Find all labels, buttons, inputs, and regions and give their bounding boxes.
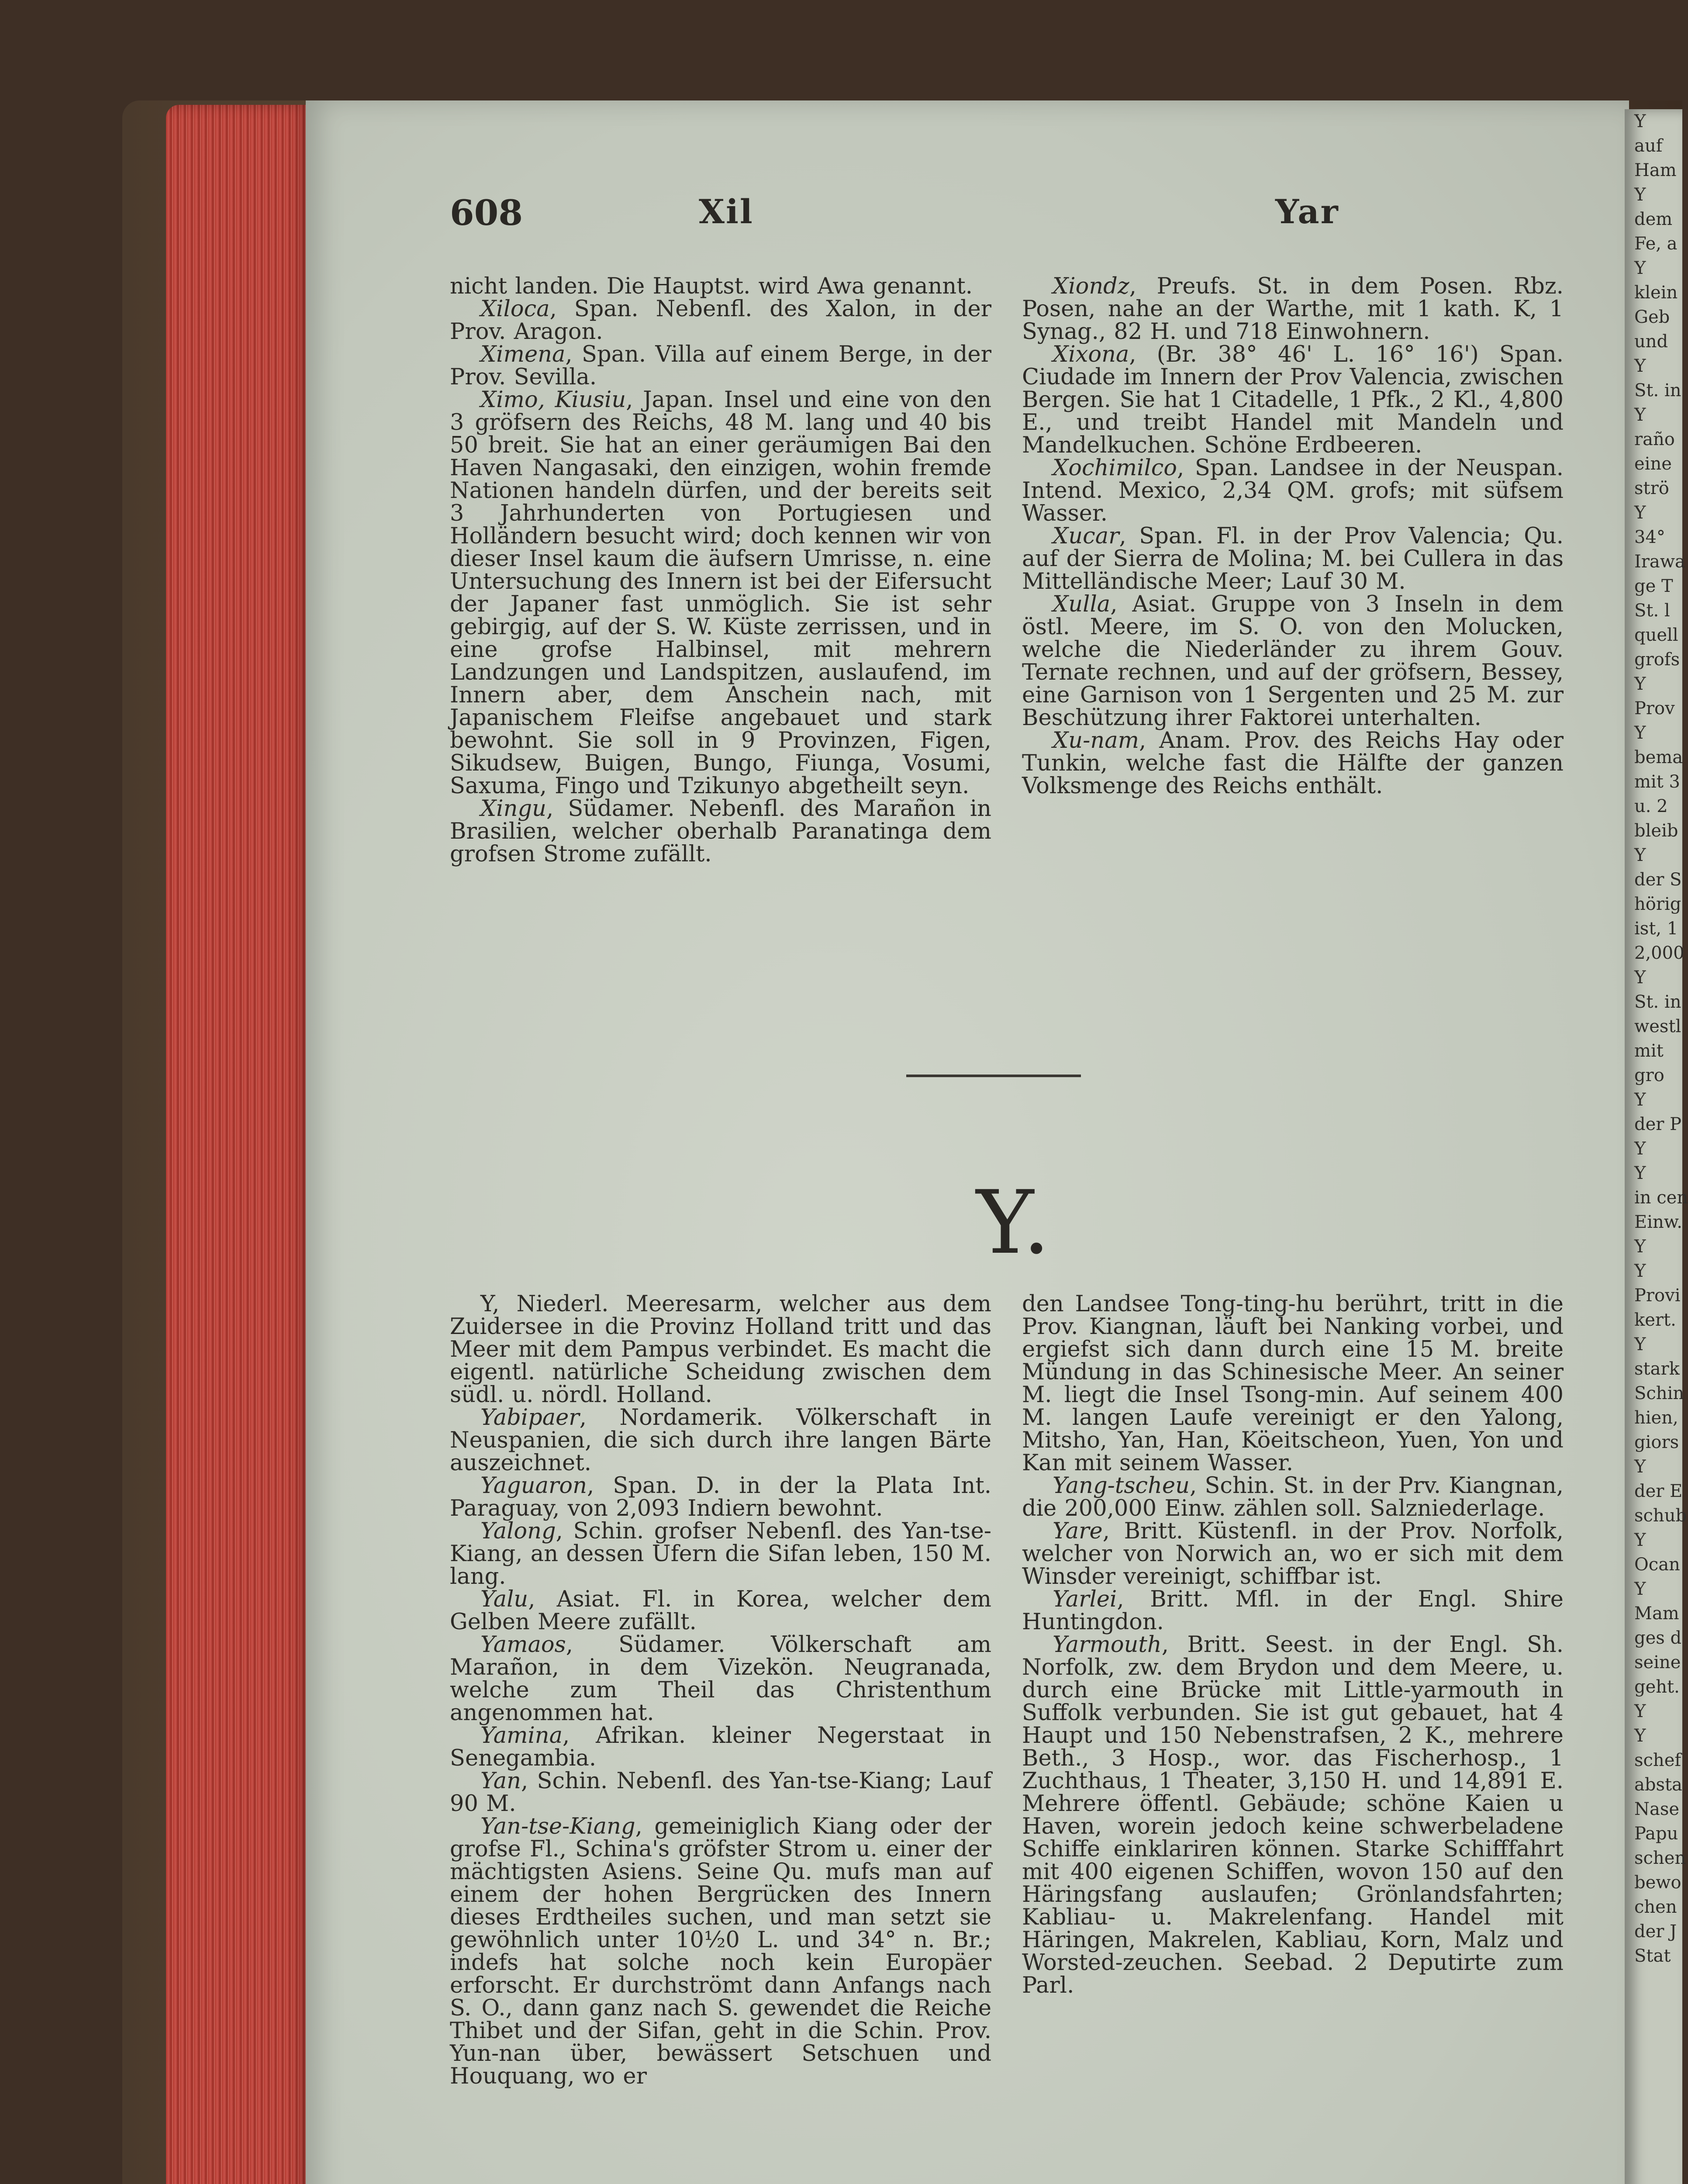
next-page-fragment: der P (1634, 1114, 1682, 1134)
next-page-fragment: grofs (1634, 650, 1680, 670)
next-page-fragment: schen (1634, 1848, 1686, 1868)
next-page-fragment: Y (1634, 1237, 1646, 1257)
entry-term: Xingu (480, 796, 546, 822)
next-page-fragment: Y (1634, 1334, 1646, 1355)
next-page-fragment: Y (1634, 1579, 1646, 1599)
entry-text: , Span. Landsee in der Neuspan. Intend. Mexico, 2,34 QM. grofs; mit süfsem Wasser. (1022, 455, 1564, 526)
next-page-fragment: Y (1634, 405, 1646, 425)
dictionary-entry (450, 1634, 991, 1724)
next-page-fragment: Ocan (1634, 1555, 1680, 1575)
next-page-fragment: St. in (1634, 380, 1681, 401)
entry-text: , Südamer. Nebenfl. des Marañon in Brasilien, welcher oberhalb Paranatinga dem grofsen Strome zufällt. (450, 796, 991, 867)
dictionary-entry (450, 1815, 991, 2088)
entry-term: Xulla (1053, 591, 1111, 617)
next-page-fragment: Y (1634, 185, 1646, 205)
entry-term: Yan-tse-Kiang (480, 1814, 635, 1839)
next-page-fragment: eine (1634, 454, 1672, 474)
next-page-fragment: bema (1634, 747, 1683, 767)
next-page-fragment: mit (1634, 1041, 1664, 1061)
next-page-fragment: bewo (1634, 1873, 1681, 1893)
dictionary-entry (450, 1724, 991, 1770)
next-page-fragment: der S (1634, 870, 1682, 890)
entry-text: nicht landen. Die Hauptst. wird Awa genannt. (450, 273, 973, 299)
page-edges (166, 105, 310, 2184)
next-page-fragment: klein (1634, 283, 1678, 303)
entry-term: Ximena (480, 342, 566, 367)
entry-term: Xochimilco (1053, 455, 1177, 481)
entry-text: , Südamer. Völkerschaft am Marañon, in dem Vizekön. Neugranada, welche zum Theil das Christenthum angenommen hat. (450, 1632, 991, 1726)
entry-term: Yamina (480, 1723, 563, 1749)
entry-term: Ximo, Kiusiu (480, 387, 626, 413)
next-page-fragment: stark (1634, 1359, 1680, 1379)
next-page-fragment: Mam (1634, 1603, 1679, 1624)
next-page-fragment: St. l (1634, 601, 1670, 621)
next-page-fragment: hien, (1634, 1408, 1678, 1428)
next-page-fragment: Y (1634, 1163, 1646, 1183)
entry-text: , (Br. 38° 46' L. 16° 16') Span. Ciudade im Innern der Prov Valencia, zwischen Bergen. Sie hat 1 Citadelle, 1 Pfk., 2 Kl., 4,800 E., und treibt Handel mit Mandeln und Mandelkuchen. Schöne Erdbeeren. (1022, 342, 1564, 458)
entry-text: , Japan. Insel und eine von den 3 gröfsern des Reichs, 48 M. lang und 40 bis 50 breit. Sie hat an einer geräumigen Bai den Haven Nangasaki, den einzigen, wohin fremde Nationen handeln dürfen, und der bereits seit 3 Jahrhunderten von Portugiesen und Holländern besucht wird; doch kennen wir von dieser Insel kaum die äufsern Umrisse, n. eine Untersuchung des Innern ist bei der Eifersucht der Japaner fast unmöglich. Sie ist sehr gebirgig, auf der S. W. Küste zerrissen, und in eine grofse Halbinsel, mit mehrern Landzungen und Landspitzen, auslaufend, im Innern aber, dem Anschein nach, mit Japanischem Fleifse angebauet und stark bewohnt. Sie soll in 9 Provinzen, Figen, Sikudsew, Buigen, Bungo, Fiunga, Vosumi, Saxuma, Fingo und Tzikunyo abgetheilt seyn. (450, 387, 991, 799)
section-letter: Y. (976, 1172, 1050, 1274)
entry-text: , Span. D. in der la Plata Int. Paraguay, von 2,093 Indiern bewohnt. (450, 1473, 991, 1521)
dictionary-entry (450, 343, 991, 389)
dictionary-entry (1022, 1520, 1564, 1588)
dictionary-entry (450, 275, 991, 298)
next-page-fragment: Y (1634, 1090, 1646, 1110)
entry-term: Yabipaer (480, 1405, 580, 1431)
next-page-fragment: Papu (1634, 1824, 1678, 1844)
next-page-fragment: der E (1634, 1481, 1683, 1501)
entry-text: , Britt. Küstenfl. in der Prov. Norfolk, welcher von Norwich an, wo er sich mit dem Winsder vereinigt, schiffbar ist. (1022, 1518, 1564, 1590)
next-page-fragment: strö (1634, 478, 1669, 498)
next-page-fragment: absta (1634, 1775, 1682, 1795)
section-divider (906, 1075, 1081, 1077)
next-page-fragment: Y (1634, 845, 1646, 865)
dictionary-entry (1022, 593, 1564, 729)
next-page-fragment: Y (1634, 674, 1646, 694)
dictionary-entry (450, 389, 991, 798)
entry-term: Yarlei (1053, 1586, 1117, 1612)
next-page-fragment: schub (1634, 1506, 1687, 1526)
next-page-fragment: Y (1634, 356, 1646, 376)
dictionary-entry (450, 798, 991, 866)
next-page-fragment: Y (1634, 503, 1646, 523)
next-page-fragment: seine (1634, 1652, 1681, 1673)
column-top-right (1022, 275, 1564, 798)
entry-text: , Anam. Prov. des Reichs Hay oder Tunkin, welche fast die Hälfte der ganzen Volksmenge des Reichs enthält. (1022, 728, 1564, 799)
next-page-fragment: Schin (1634, 1383, 1685, 1403)
next-page-fragment: Y (1634, 1726, 1646, 1746)
entry-text: , Asiat. Gruppe von 3 Inseln in dem östl. Meere, im S. O. von den Molucken, welche die Niederländer zu ihrem Gouv. Ternate rechnen, und auf der gröfsern, Bessey, eine Garnison von 1 Sergenten und 25 M. zur Beschützung ihrer Faktorei unterhalten. (1022, 591, 1564, 731)
next-page-fragment: bleib (1634, 821, 1678, 841)
dictionary-entry (1022, 275, 1564, 343)
next-page-fragment: u. 2 (1634, 796, 1668, 816)
entry-term: Yan (480, 1768, 521, 1794)
next-page-fragment: und (1634, 332, 1668, 352)
dictionary-entry (1022, 343, 1564, 457)
entry-text: , gemeiniglich Kiang oder der grofse Fl., Schina's gröfster Strom u. einer der mächtigsten Asiens. Seine Qu. mufs man auf einem der hohen Bergrücken des Innern dieses Erdtheiles suchen, und man setzt sie gewöhnlich unter 10½0 L. und 34° n. Br.; indefs hat solche noch kein Europäer erforscht. Er durchströmt dann Anfangs nach S. O., dann ganz nach S. gewendet die Reiche Thibet und der Sifan, geht in die Schin. Prov. Yun-nan über, bewässert Setschuen und Houquang, wo er (450, 1814, 991, 2089)
next-page-fragment: dem (1634, 209, 1673, 229)
next-page-fragment: Nase (1634, 1799, 1680, 1819)
next-page-fragment: ist, 1 (1634, 919, 1678, 939)
next-page-fragment: Provi (1634, 1286, 1681, 1306)
next-page-fragment: ge T (1634, 576, 1673, 596)
entry-text: , Britt. Seest. in der Engl. Sh. Norfolk, zw. dem Brydon und dem Meere, u. durch eine Brücke mit Little-yarmouth in Suffolk verbunden. Sie ist gut gebauet, hat 4 Haupt und 150 Nebenstrafsen, 2 K., mehrere Beth., 3 Hosp., wor. das Fischerhosp., 1 Zuchthaus, 1 Theater, 3,150 H. und 14,891 E. Mehrere öffentl. Gebäude; schöne Kaien u Haven, worein jedoch keine schwerbeladene Schiffe einklariren können. Starke Schifffahrt mit 400 eigenen Schiffen, wovon 150 auf den Häringsfang auslaufen; Grönlandsfahrten; Kabliau- u. Makrelenfang. Handel mit Häringen, Makrelen, Kabliau, Korn, Malz und Worsted-zeuchen. Seebad. 2 Deputirte zum Parl. (1022, 1632, 1564, 1998)
entry-text: , Schin. Nebenfl. des Yan-tse-Kiang; Lauf 90 M. (450, 1768, 991, 1817)
dictionary-entry (450, 1770, 991, 1815)
entry-term: Xucar (1053, 523, 1119, 549)
column-bottom-right (1022, 1293, 1564, 1997)
entry-text: , Britt. Mfl. in der Engl. Shire Huntingdon. (1022, 1586, 1564, 1635)
header-right-keyword: Yar (1275, 192, 1339, 231)
next-page-fragment: quell (1634, 625, 1678, 645)
dictionary-entry (450, 1293, 991, 1406)
next-page-fragment: auf (1634, 136, 1663, 156)
next-page-fragment: Einw. (1634, 1212, 1682, 1232)
next-page-fragment: Y (1634, 1261, 1646, 1281)
next-page-fragment: Y (1634, 111, 1646, 131)
entry-term: Yamaos (480, 1632, 566, 1658)
entry-text: , Nordamerik. Völkerschaft in Neuspanien, die sich durch ihre langen Bärte auszeichnet. (450, 1405, 991, 1476)
entry-text: , Preufs. St. in dem Posen. Rbz. Posen, nahe an der Warthe, mit 1 kath. K, 1 Synag., 82 H. und 718 Einwohnern. (1022, 273, 1564, 345)
dictionary-entry (1022, 457, 1564, 525)
next-page-fragments (1625, 109, 1688, 1968)
entry-term: Xixona (1053, 342, 1129, 367)
next-page-fragment: Y (1634, 258, 1646, 278)
entry-term: Yalu (480, 1586, 528, 1612)
entry-text: den Landsee Tong-ting-hu berührt, tritt in die Prov. Kiangnan, läuft bei Nanking vorbei, und ergiefst sich dann durch eine 15 M. breite Mündung in das Schinesische Meer. An seiner M. liegt die Insel Tsong-min. Auf seinem 400 M. langen Laufe vereinigt er den Yalong, Mitsho, Yan, Han, Köeitscheon, Yuen, Yon und Kan mit seinem Wasser. (1022, 1291, 1564, 1476)
next-page-fragment: hörig (1634, 894, 1681, 914)
next-page-fragment: giors (1634, 1432, 1679, 1452)
entry-text: , Schin. St. in der Prv. Kiangnan, die 200,000 Einw. zählen soll. Salzniederlage. (1022, 1473, 1564, 1521)
column-bottom-left (450, 1293, 991, 2088)
next-page-fragment: Fe, a (1634, 234, 1678, 254)
entry-text: , Span. Villa auf einem Berge, in der Prov. Sevilla. (450, 342, 991, 390)
next-page-fragment: Ham (1634, 160, 1677, 180)
header-left-keyword: Xil (699, 192, 754, 231)
next-page-fragment: 34° (1634, 527, 1665, 547)
next-page-fragment: Y (1634, 723, 1646, 743)
next-page-fragment: Irawa (1634, 552, 1685, 572)
next-page-fragment: chen (1634, 1897, 1677, 1917)
column-top-left (450, 275, 991, 866)
dictionary-entry (450, 1520, 991, 1588)
entry-term: Xiondz (1053, 273, 1129, 299)
next-page-fragment: Y (1634, 968, 1646, 988)
entry-text: Y, Niederl. Meeresarm, welcher aus dem Zuidersee in die Provinz Holland tritt und das Meer mit dem Pampus verbindet. Es macht die eigentl. natürliche Scheidung zwischen dem südl. u. nördl. Holland. (450, 1291, 991, 1408)
entry-term: Yare (1053, 1518, 1103, 1544)
next-page-fragment: der J (1634, 1921, 1677, 1942)
next-page-fragment: westl (1634, 1016, 1681, 1037)
next-page-fragment: Geb (1634, 307, 1670, 327)
next-page-fragment: Y (1634, 1457, 1646, 1477)
entry-term: Xu-nam (1053, 728, 1139, 753)
next-page-fragment: kert. (1634, 1310, 1676, 1330)
next-page-fragment: Prov (1634, 698, 1675, 719)
next-page-fragment: gro (1634, 1065, 1664, 1085)
running-header (450, 192, 1585, 245)
next-page-fragment: Stat (1634, 1946, 1671, 1966)
next-page-fragment: raño (1634, 429, 1675, 449)
next-page-fragment: schef (1634, 1750, 1681, 1770)
dictionary-entry (450, 1475, 991, 1520)
dictionary-entry (1022, 729, 1564, 798)
entry-term: Xiloca (480, 296, 550, 322)
dictionary-entry (1022, 1634, 1564, 1997)
entry-term: Yarmouth (1053, 1632, 1162, 1658)
dictionary-entry (450, 1588, 991, 1634)
next-page-fragment: in cen (1634, 1188, 1688, 1208)
dictionary-entry (450, 298, 991, 343)
dictionary-entry (1022, 525, 1564, 593)
dictionary-entry (1022, 1588, 1564, 1634)
next-page-fragment: St. in (1634, 992, 1681, 1012)
entry-text: , Span. Nebenfl. des Xalon, in der Prov. Aragon. (450, 296, 991, 345)
page-number: 608 (450, 192, 523, 233)
next-page-fragment: 2,000 (1634, 943, 1685, 963)
next-page-edge (1625, 109, 1688, 2184)
entry-term: Yaguaron (480, 1473, 587, 1499)
dictionary-entry (1022, 1293, 1564, 1475)
next-page-fragment: Y (1634, 1530, 1646, 1550)
dictionary-entry (450, 1406, 991, 1475)
next-page-fragment: Y (1634, 1701, 1646, 1721)
entry-text: , Span. Fl. in der Prov Valencia; Qu. auf der Sierra de Molina; M. bei Cullera in das Mittelländische Meer; Lauf 30 M. (1022, 523, 1564, 594)
entry-text: , Schin. grofser Nebenfl. des Yan-tse-Kiang, an dessen Ufern die Sifan leben, 150 M. lang. (450, 1518, 991, 1590)
next-page-fragment: geht. (1634, 1677, 1680, 1697)
dictionary-entry (1022, 1475, 1564, 1520)
entry-term: Yang-tscheu (1053, 1473, 1190, 1499)
next-page-fragment: ges d (1634, 1628, 1682, 1648)
entry-text: , Asiat. Fl. in Korea, welcher dem Gelben Meere zufällt. (450, 1586, 991, 1635)
entry-text: , Afrikan. kleiner Negerstaat in Senegambia. (450, 1723, 991, 1771)
entry-term: Yalong (480, 1518, 556, 1544)
next-page-fragment: mit 3 (1634, 772, 1680, 792)
next-page-fragment: Y (1634, 1139, 1646, 1159)
